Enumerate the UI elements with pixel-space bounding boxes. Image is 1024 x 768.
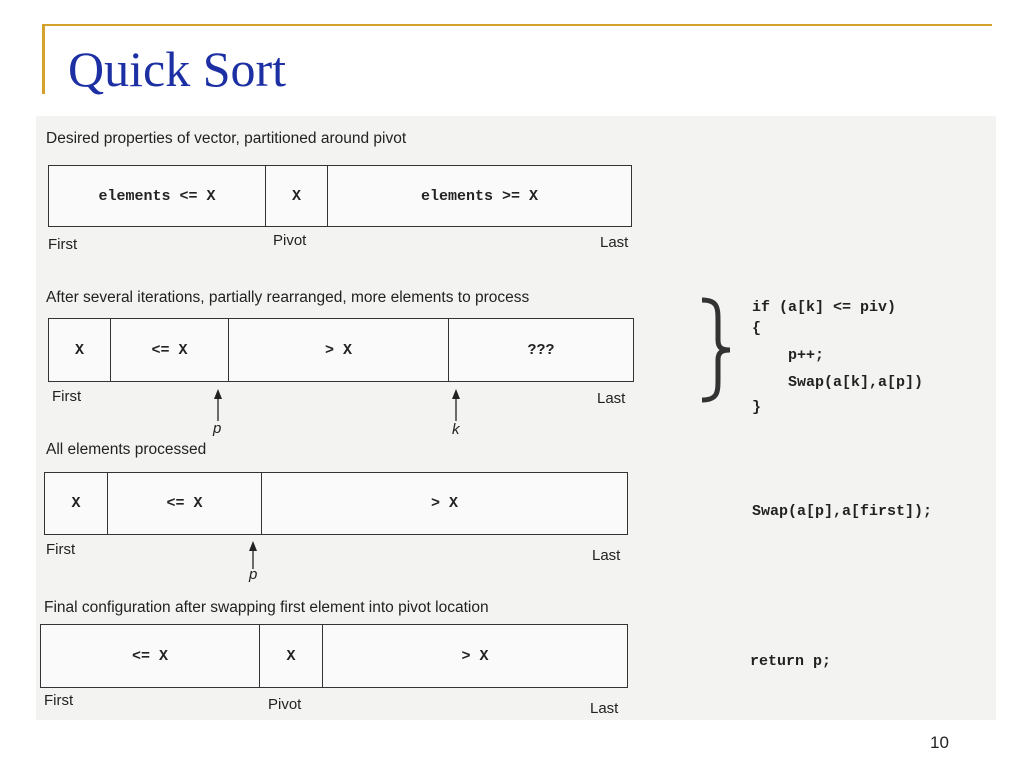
cell-gt-x: > X — [430, 495, 458, 512]
cell-le-x: <= X — [41, 625, 260, 687]
cell-pivot-x: X — [260, 625, 323, 687]
label-first: First — [46, 541, 76, 558]
cell-pivot-x: X — [45, 473, 108, 534]
partition-box-iterations — [48, 318, 634, 382]
code-loop-line-3: p++; — [752, 347, 825, 364]
label-first: First — [52, 388, 82, 405]
accent-rule-top — [42, 24, 992, 26]
label-pivot: Pivot — [268, 696, 302, 713]
k-pointer-arrow-icon — [449, 388, 463, 422]
section-caption-4: Final configuration after swapping first element into pivot location — [44, 599, 489, 616]
label-last: Last — [592, 547, 621, 564]
section-caption-1: Desired properties of vector, partitioned around pivot — [46, 130, 407, 147]
slide-title: Quick Sort — [68, 41, 287, 97]
partition-box-desired — [48, 165, 632, 227]
label-first: First — [44, 692, 74, 709]
cell-elements-le-x: elements <= X — [49, 166, 266, 226]
code-swap-first: Swap(a[p],a[first]); — [752, 503, 933, 520]
code-loop-line-4: Swap(a[k],a[p]) — [752, 374, 924, 391]
page-number: 10 — [930, 733, 949, 752]
cell-pivot-x: X — [49, 319, 111, 381]
cell-le-x: <= X — [108, 473, 262, 534]
label-p: p — [249, 566, 258, 583]
code-loop-line-2: { — [752, 320, 762, 337]
partition-box-final — [40, 624, 628, 688]
curly-brace-icon — [696, 296, 736, 404]
cell-pivot-x: X — [266, 166, 328, 226]
cell-unprocessed: ??? — [527, 341, 555, 359]
code-loop-line-5: } — [752, 399, 762, 416]
label-p: p — [213, 420, 222, 437]
section-caption-3: All elements processed — [46, 441, 207, 458]
cell-gt-x: > X — [229, 319, 449, 381]
label-last: Last — [600, 234, 629, 251]
label-first: First — [48, 236, 78, 253]
code-return: return p; — [750, 653, 832, 670]
cell-elements-ge-x: elements >= X — [420, 187, 539, 205]
partition-box-processed — [44, 472, 628, 535]
section-caption-2: After several iterations, partially rearranged, more elements to process — [46, 289, 530, 306]
code-loop-line-1: if (a[k] <= piv) — [752, 299, 897, 316]
cell-gt-x: > X — [461, 647, 489, 665]
label-last: Last — [590, 700, 619, 717]
accent-rule-left — [42, 24, 45, 94]
label-k: k — [452, 421, 460, 438]
p-pointer-arrow-icon — [211, 388, 225, 422]
cell-le-x: <= X — [111, 319, 229, 381]
label-pivot: Pivot — [273, 232, 307, 249]
label-last: Last — [597, 390, 626, 407]
